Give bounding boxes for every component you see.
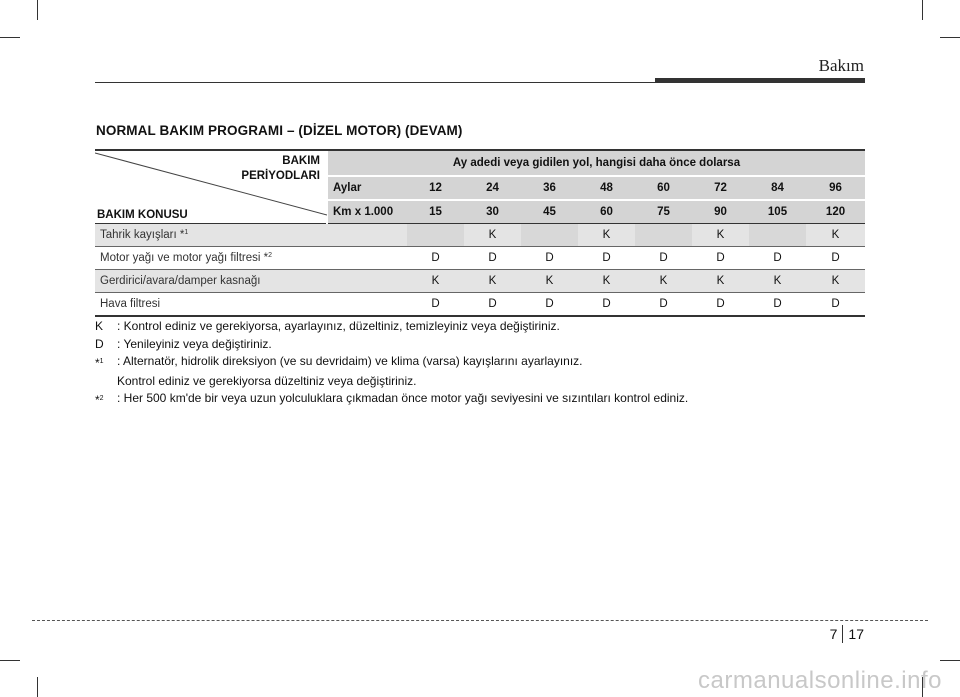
table-cell: D [407, 293, 464, 317]
footer-divider [32, 620, 928, 621]
table-cell: K [407, 270, 464, 293]
header-rule [95, 82, 655, 83]
months-label: Aylar [327, 176, 407, 200]
table-cell: K [464, 270, 521, 293]
note-line: D : Yenileyiniz veya değiştiriniz. [95, 336, 272, 351]
note-line: *$^1$ : Alternatör, hidrolik direksiyon (ve su devridaim) ve klima (varsa) kayışlarını ayarlayınız. [95, 354, 583, 370]
section-title: Bakım [818, 56, 864, 75]
chapter-number: 7 [829, 626, 838, 642]
km-cell: 45 [521, 200, 578, 224]
table-cell: D [749, 293, 806, 317]
table-cell: D [692, 293, 749, 317]
table-cell: K [521, 270, 578, 293]
maintenance-schedule-table [95, 149, 865, 317]
page-number-separator [842, 625, 843, 643]
month-cell: 36 [521, 176, 578, 200]
table-row [95, 247, 865, 270]
km-cell: 15 [407, 200, 464, 224]
table-cell: D [635, 293, 692, 317]
table-cell: D [521, 247, 578, 270]
km-cell: 120 [806, 200, 865, 224]
crop-mark [37, 677, 38, 697]
table-cell: K [578, 270, 635, 293]
page-number [830, 625, 864, 643]
note-line: Kontrol ediniz ve gerekiyorsa düzeltiniz veya değiştiriniz. [117, 373, 417, 388]
row-label: Hava filtresi [95, 293, 407, 317]
crop-mark [37, 0, 38, 20]
table-cell: D [806, 247, 865, 270]
km-cell: 60 [578, 200, 635, 224]
km-cell: 30 [464, 200, 521, 224]
table-cell [407, 224, 464, 247]
table-cell: K [692, 224, 749, 247]
km-cell: 90 [692, 200, 749, 224]
corner-top-label: BAKIM PERİYODLARI [241, 155, 320, 182]
crop-mark [0, 660, 20, 661]
month-cell: 72 [692, 176, 749, 200]
legend-notes [95, 318, 688, 410]
page-index: 17 [848, 626, 864, 642]
table-cell: K [692, 270, 749, 293]
table-cell: D [578, 247, 635, 270]
table-cell: D [635, 247, 692, 270]
corner-header-cell [95, 150, 327, 224]
table-cell [749, 224, 806, 247]
month-cell: 12 [407, 176, 464, 200]
table-cell: D [464, 247, 521, 270]
table-cell: D [692, 247, 749, 270]
crop-mark [940, 660, 960, 661]
row-label: Motor yağı ve motor yağı filtresi *$^2$ [95, 247, 407, 270]
page-title: NORMAL BAKIM PROGRAMI – (DİZEL MOTOR) (DEVAM) [96, 123, 463, 138]
table-cell: D [464, 293, 521, 317]
table-cell: K [806, 270, 865, 293]
km-cell: 75 [635, 200, 692, 224]
table-cell: K [464, 224, 521, 247]
table-cell: K [578, 224, 635, 247]
km-cell: 105 [749, 200, 806, 224]
row-label: Tahrik kayışları *$^1$ [95, 224, 407, 247]
table-cell: D [806, 293, 865, 317]
table-row [95, 270, 865, 293]
row-label: Gerdirici/avara/damper kasnağı [95, 270, 407, 293]
crop-mark [940, 37, 960, 38]
watermark-text: carmanualsonline.info [698, 667, 942, 694]
table-cell: D [521, 293, 578, 317]
span-header: Ay adedi veya gidilen yol, hangisi daha önce dolarsa [327, 150, 865, 176]
note-line: *$^2$ : Her 500 km'de bir veya uzun yolculuklara çıkmadan önce motor yağı seviyesini ve sızıntıları kontrol ediniz. [95, 391, 689, 407]
table-cell [635, 224, 692, 247]
table-row [95, 293, 865, 317]
table-cell: D [578, 293, 635, 317]
crop-mark [922, 0, 923, 20]
table-row [95, 224, 865, 247]
table-cell: K [806, 224, 865, 247]
table-cell: K [749, 270, 806, 293]
table-cell [521, 224, 578, 247]
month-cell: 96 [806, 176, 865, 200]
month-cell: 84 [749, 176, 806, 200]
month-cell: 24 [464, 176, 521, 200]
table-cell: K [635, 270, 692, 293]
km-label: Km x 1.000 [327, 200, 407, 224]
note-line: K : Kontrol ediniz ve gerekiyorsa, ayarlayınız, düzeltiniz, temizleyiniz veya değiştiriniz. [95, 319, 560, 333]
table-cell: D [749, 247, 806, 270]
month-cell: 60 [635, 176, 692, 200]
corner-bottom-label: BAKIM KONUSU [97, 209, 188, 221]
header-rule-bar [655, 78, 865, 83]
crop-mark [0, 37, 20, 38]
month-cell: 48 [578, 176, 635, 200]
table-cell: D [407, 247, 464, 270]
